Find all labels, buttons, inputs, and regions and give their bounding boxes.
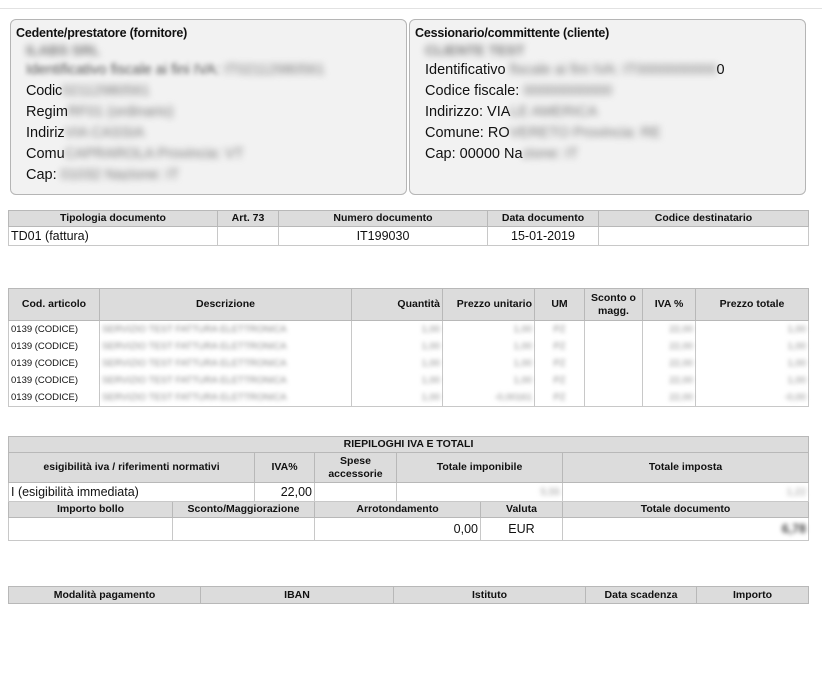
supplier-fiscal-code-label: Codic xyxy=(26,83,63,99)
item-unit-price: 1,00 xyxy=(443,355,535,372)
vat-collectability: I (esigibilità immediata) xyxy=(9,483,255,502)
header-discount-surcharge: Sconto/Maggiorazione xyxy=(173,502,315,518)
item-vat: 22,00 xyxy=(643,389,696,407)
header-um: UM xyxy=(535,289,585,321)
item-description: SERVIZIO TEST FATTURA ELETTRONICA xyxy=(100,355,352,372)
customer-box xyxy=(409,19,806,195)
recipient-code xyxy=(599,227,809,246)
document-type: TD01 (fattura) xyxy=(9,227,218,246)
item-discount xyxy=(585,389,643,407)
table-row xyxy=(9,321,809,339)
item-um: PZ xyxy=(535,389,585,407)
vat-summary-title: RIEPILOGHI IVA E TOTALI xyxy=(9,437,809,453)
customer-address xyxy=(425,102,800,123)
supplier-regime-label: Regim xyxy=(26,104,68,120)
customer-address-value: LE AMERICA xyxy=(510,104,598,120)
item-quantity: 1,00 xyxy=(352,321,443,339)
document-info-table xyxy=(8,210,809,246)
supplier-city-value: CAPRAROLA Provincia: VT xyxy=(64,146,244,162)
discount-surcharge xyxy=(173,518,315,541)
supplier-city xyxy=(26,144,401,165)
item-code: 0139 (CODICE) xyxy=(9,321,100,339)
item-vat: 22,00 xyxy=(643,355,696,372)
supplier-cap xyxy=(26,165,401,186)
item-um: PZ xyxy=(535,338,585,355)
supplier-name: ILABS SRL xyxy=(26,42,100,58)
customer-fiscal-code-label: Codice fiscale: xyxy=(425,83,520,99)
header-due-date: Data scadenza xyxy=(586,587,697,604)
currency: EUR xyxy=(481,518,563,541)
table-row xyxy=(9,355,809,372)
taxable-total: 5,55 xyxy=(397,483,563,502)
item-vat: 22,00 xyxy=(643,338,696,355)
header-art73: Art. 73 xyxy=(218,211,279,227)
customer-cap-value: zione: IT xyxy=(522,146,579,162)
table-row xyxy=(9,372,809,389)
supplier-regime xyxy=(26,102,401,123)
supplier-regime-value: RF01 (ordinario) xyxy=(67,104,174,120)
header-description: Descrizione xyxy=(100,289,352,321)
item-code: 0139 (CODICE) xyxy=(9,372,100,389)
header-vat-collectability: esigibilità iva / riferimenti normativi xyxy=(9,453,255,483)
document-number: IT199030 xyxy=(279,227,488,246)
payment-table xyxy=(8,586,809,604)
item-description: SERVIZIO TEST FATTURA ELETTRONICA xyxy=(100,321,352,339)
item-um: PZ xyxy=(535,372,585,389)
stamp-duty xyxy=(9,518,173,541)
art73-value xyxy=(218,227,279,246)
header-iban: IBAN xyxy=(201,587,394,604)
item-discount xyxy=(585,321,643,339)
item-total: 1,00 xyxy=(696,321,809,339)
customer-name: CLIENTE TEST xyxy=(425,42,525,58)
supplier-tax-id xyxy=(26,60,401,81)
header-extra-costs: Spese accessorie xyxy=(315,453,397,483)
header-stamp-duty: Importo bollo xyxy=(9,502,173,518)
item-code: 0139 (CODICE) xyxy=(9,389,100,407)
customer-tax-id-value: fiscale ai fini IVA: IT0000000000 xyxy=(509,62,717,78)
item-unit-price: 1,00 xyxy=(443,321,535,339)
extra-costs xyxy=(315,483,397,502)
supplier-box xyxy=(10,19,407,195)
header-recipient-code: Codice destinatario xyxy=(599,211,809,227)
item-description: SERVIZIO TEST FATTURA ELETTRONICA xyxy=(100,389,352,407)
item-vat: 22,00 xyxy=(643,321,696,339)
customer-fiscal-code xyxy=(425,81,800,102)
header-discount: Sconto o magg. xyxy=(585,289,643,321)
tax-total: 1,22 xyxy=(563,483,809,502)
item-um: PZ xyxy=(535,321,585,339)
customer-fiscal-code-value: 00000000000 xyxy=(523,83,613,99)
supplier-tax-id-value: IT02112980561 xyxy=(224,62,325,78)
header-currency: Valuta xyxy=(481,502,563,518)
vat-percent: 22,00 xyxy=(255,483,315,502)
item-description: SERVIZIO TEST FATTURA ELETTRONICA xyxy=(100,338,352,355)
supplier-tax-id-label: Identificativo fiscale ai fini IVA: xyxy=(26,62,220,78)
item-total: -0,00 xyxy=(696,389,809,407)
customer-cap-label: Cap: 00000 Na xyxy=(425,146,523,162)
supplier-address-label: Indiriz xyxy=(26,125,65,141)
customer-tax-id-tail: 0 xyxy=(716,62,725,78)
header-taxable-total: Totale imponibile xyxy=(397,453,563,483)
item-quantity: 1,00 xyxy=(352,372,443,389)
item-vat: 22,00 xyxy=(643,372,696,389)
customer-city-label: Comune: RO xyxy=(425,125,510,141)
header-vat: IVA % xyxy=(643,289,696,321)
customer-city-value: VERETO Provincia: RE xyxy=(509,125,661,141)
item-quantity: 1,00 xyxy=(352,355,443,372)
item-unit-price: -0,00161 xyxy=(443,389,535,407)
header-rounding: Arrotondamento xyxy=(315,502,481,518)
supplier-fiscal-code xyxy=(26,81,401,102)
item-unit-price: 1,00 xyxy=(443,338,535,355)
customer-tax-id-label: Identificativo xyxy=(425,62,506,78)
customer-city xyxy=(425,123,800,144)
header-document-number: Numero documento xyxy=(279,211,488,227)
top-separator xyxy=(0,0,822,9)
rounding: 0,00 xyxy=(315,518,481,541)
document-total: 6,78 xyxy=(563,518,809,541)
supplier-address xyxy=(26,123,401,144)
header-bank: Istituto xyxy=(394,587,586,604)
item-discount xyxy=(585,355,643,372)
supplier-title: Cedente/prestatore (fornitore) xyxy=(16,26,188,40)
header-unit-price: Prezzo unitario xyxy=(443,289,535,321)
item-discount xyxy=(585,338,643,355)
header-document-total: Totale documento xyxy=(563,502,809,518)
item-um: PZ xyxy=(535,355,585,372)
item-quantity: 1,00 xyxy=(352,338,443,355)
header-amount: Importo xyxy=(697,587,809,604)
supplier-address-value: VIA CASSIA xyxy=(64,125,145,141)
item-total: 1,00 xyxy=(696,338,809,355)
item-unit-price: 1,00 xyxy=(443,372,535,389)
customer-cap xyxy=(425,144,800,165)
table-row xyxy=(9,338,809,355)
table-row xyxy=(9,389,809,407)
item-description: SERVIZIO TEST FATTURA ELETTRONICA xyxy=(100,372,352,389)
header-total-price: Prezzo totale xyxy=(696,289,809,321)
header-document-date: Data documento xyxy=(488,211,599,227)
vat-summary-table xyxy=(8,436,809,541)
item-discount xyxy=(585,372,643,389)
header-vat-percent: IVA% xyxy=(255,453,315,483)
supplier-fiscal-code-value: 02112980561 xyxy=(62,83,150,99)
item-code: 0139 (CODICE) xyxy=(9,355,100,372)
header-tax-total: Totale imposta xyxy=(563,453,809,483)
header-payment-method: Modalità pagamento xyxy=(9,587,201,604)
supplier-cap-value: 01032 Nazione: IT xyxy=(60,167,180,183)
supplier-cap-label: Cap: xyxy=(26,167,57,183)
customer-title: Cessionario/committente (cliente) xyxy=(415,26,610,40)
header-document-type: Tipologia documento xyxy=(9,211,218,227)
header-quantity: Quantità xyxy=(352,289,443,321)
customer-tax-id xyxy=(425,60,800,81)
item-total: 1,00 xyxy=(696,372,809,389)
item-code: 0139 (CODICE) xyxy=(9,338,100,355)
items-table xyxy=(8,288,809,407)
supplier-city-label: Comu xyxy=(26,146,65,162)
item-total: 1,00 xyxy=(696,355,809,372)
item-quantity: 1,00 xyxy=(352,389,443,407)
header-item-code: Cod. articolo xyxy=(9,289,100,321)
customer-address-label: Indirizzo: VIA xyxy=(425,104,511,120)
document-date: 15-01-2019 xyxy=(488,227,599,246)
